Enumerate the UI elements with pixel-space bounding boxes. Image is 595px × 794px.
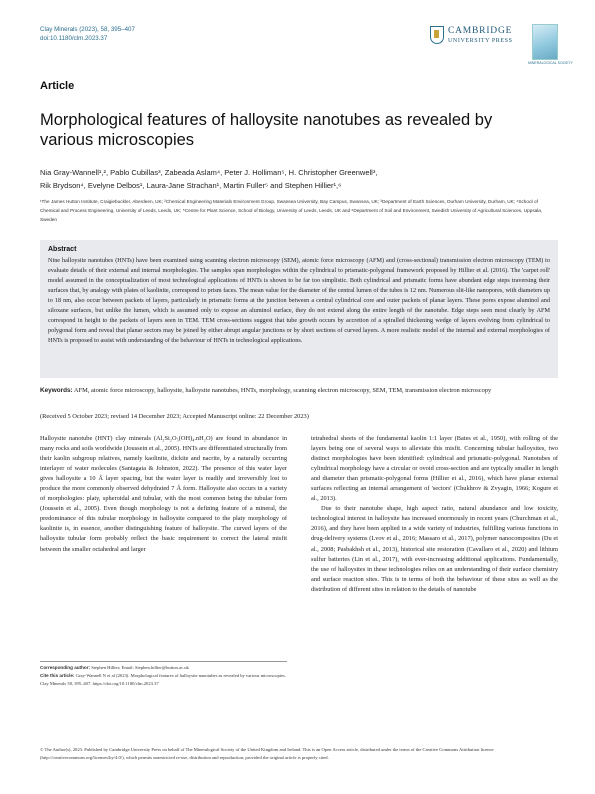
logo-text-line1: CAMBRIDGE: [448, 26, 513, 36]
doi-line[interactable]: doi:10.1180/clm.2023.37: [40, 34, 108, 42]
authors-line-1: Nia Gray-Wannell¹,², Pablo Cubillas³, Zabeada Aslam⁴, Peter J. Holliman⁵, H. Christopher Greenwell³,: [40, 168, 378, 177]
authors-line-2: Rik Brydson⁴, Evelyne Delbos¹, Laura-Jane Strachan¹, Martin Fuller⁵ and Stephen Hillier¹,⁶: [40, 180, 342, 190]
journal-citation-line: Clay Minerals (2023), 58, 395–407: [40, 26, 135, 33]
society-caption: MINERALOGICAL SOCIETY: [528, 61, 573, 65]
keywords-text: AFM, atomic force microscopy, halloysite, halloysite nanotubes, HNTs, morphology, scanning electron microscopy, SEM, TEM, transmission electron microscopy: [73, 387, 492, 394]
corresponding-author-label: Corresponding author:: [40, 665, 91, 670]
citation-label: Cite this article:: [40, 673, 75, 679]
keywords-label: Keywords:: [40, 387, 73, 394]
copyright-notice: © The Author(s), 2023. Published by Cambridge University Press on behalf of The Mineralogical Society of the United Kingdom and Ireland. This is an Open Access article, distributed under the terms of the Creative Commons Attribution licence (http://creativecommons.org/licenses/by/4.0/), which permits unrestricted re-use, distribution and reproduction, provided the original article is properly cited.: [40, 747, 494, 761]
logo-text-line2: UNIVERSITY PRESS: [448, 38, 513, 44]
publisher-logo[interactable]: [430, 24, 525, 52]
keywords: [40, 386, 558, 396]
abstract-text: Nine halloysite nanotubes (HNTs) have been examined using scanning electron microscopy (SEM), atomic force microscopy (AFM) and (cross-sectional) transmission electron microscopy (TEM) to evaluate details of their external and internal morphologies. The samples span morphologies within the cylindrical to prismatic-polygonal framework proposed by Hillier et al. (2016). The 'carpet roll' model assumed in the conceptualization of most technological applications of HNTs is shown to be far too simplistic. Both cylindrical and prismatic forms have abundant edge steps traversing their surfaces that, by analogy with plates of kaolinite, correspond to prism faces. The mean value for the diameter of the central lumen of the tubes is 12 nm. Numerous slit-like nanopores, with diameters up to 18 nm, also occur between packets of layers, particularly in prismatic forms at the junction between a central cylindrical core and outer packets of planar layers. These pores expose aluminol and siloxane surfaces, but unlike the lumen, which is assumed only to expose an aluminol surface, they do not extend along the entire length of the nanotube. Edge steps seen most clearly by AFM correspond in height to the packets of layers seen in TEM. TEM cross-sections suggest that tube growth occurs by accretion of a spiralled thickening wedge of layers evolving from cylindrical to polygonal form and reveal that planar sectors may be joined by either abrupt angular junctions or by short sections of curved layers. A more realistic model of the internal and external morphologies of HNTs is proposed to assist with understanding of the behaviour of HNTs in technological applications.: [48, 257, 550, 344]
journal-cover-thumbnail[interactable]: [532, 24, 558, 60]
body-right-paragraph-2: Due to their nanotube shape, high aspect ratio, natural abundance and low toxicity, technological interest in halloysite has increased enormously in recent years (Churchman et al., 2016), and they have been applied in a wide variety of industries, fulfilling various functions in drug-delivery systems (Lvov et al., 2016; Massaro et al., 2017), polymer nanocomposites (Du et al., 2008; Pasbakhsh et al., 2013), historical site restoration (Cavallaro et al., 2020) and lithium sulfur batteries (Lin et al., 2017), with ever-increasing additional applications. Fundamentally, the use of halloysites in these technologies relies on an understanding of their surface chemistry and surface reaction sites. This is in terms of both the behaviour of these sites as well as the distribution of different sites in relation to the details of nanotube: [311, 505, 558, 593]
footnotes: [40, 664, 287, 689]
body-right-paragraph-1: tetrahedral sheets of the fundamental kaolin 1:1 layer (Bates et al., 1950), with rolling of the layers being one of several ways to alleviate this misfit. Concerning tubular halloysites, two distinct morphologies have been identified: cylindrical and prismatic-polygonal. Nanotubes of cylindrical morphology have a circular or ovoid cross-section and are typically smaller in length and diameter than prismatic-polygonal forms (Hillier et al., 2016), which have planar external surfaces reflecting an internal arrangement of 'sectors' (Chukhrov & Zvyagin, 1966; Kogure et al., 2013).: [311, 435, 558, 503]
abstract-box: [40, 240, 558, 378]
article-title: Morphological features of halloysite nanotubes as revealed by various microscopies: [40, 111, 493, 149]
body-column-right: [311, 434, 558, 595]
body-column-left: Halloysite nanotube (HNT) clay minerals (Al₂Si₂O₅(OH)₄.nH₂O) are found in abundance in many rocks and soils worldwide (Joussein et al., 2005). HNTs are differentiated structurally from their kaolin subgroup relatives, namely kaolinite, dickite and nacrite, by a naturally occurring interlayer of water molecules (Santagata & Johnston, 2022). The presence of this water layer gives halloysite a 10 Å layer spacing, but the water layer is readily and irreversibly lost to produce the more commonly observed dehydrated 7 Å form. Halloysite also occurs in a variety of morphologies: platy, spheroidal and tubular, with the most common being the tubular form (Joussein et al., 2005). Even though morphology is not a defining feature of a mineral, the predominance of this tubular morphology in halloysite compared to the platy morphology of kaolinite is, in essence, another distinguishing feature of halloysite. The curved layers of the halloysite tubular form probably reflect the basic requirement to correct the lateral misfit between the smaller octahedral and larger: [40, 435, 287, 553]
citation-note: [40, 672, 287, 688]
affiliations: ¹The James Hutton Institute, Craigiebuckler, Aberdeen, UK; ²Chemical Engineering Materials Environment Group, Swansea University, Bay Campus, Swansea, UK; ³Department of Earth Sciences, Durham University, Durham, UK; ⁴School of Chemical and Process Engineering, University of Leeds, Leeds, UK; ⁵Centre for Plant Science, School of Biology, University of Leeds, Leeds, UK and ⁶Department of Soil and Environment, Swedish University of Agricultural Sciences, Uppsala, Sweden: [40, 199, 543, 222]
journal-header: [40, 26, 135, 43]
shield-icon: [430, 26, 444, 44]
abstract-heading: Abstract: [48, 246, 77, 253]
article-type-label: Article: [40, 80, 75, 92]
footnote-divider: [40, 661, 287, 662]
citation-text[interactable]: Gray-Wannell N et al (2023). Morphological features of halloysite nanotubes as revealed by various microscopies. Clay Minerals 58, 395–407. https://doi.org/10.1180/clm.2023.37: [40, 673, 286, 687]
corresponding-author: [40, 664, 287, 672]
received-dates: (Received 5 October 2023; revised 14 December 2023; Accepted Manuscript online: 22 December 2023): [40, 413, 309, 420]
author-list: [40, 167, 560, 192]
corresponding-author-text[interactable]: Stephen Hillier; Email: Stephen.hillier@hutton.ac.uk: [91, 665, 189, 670]
